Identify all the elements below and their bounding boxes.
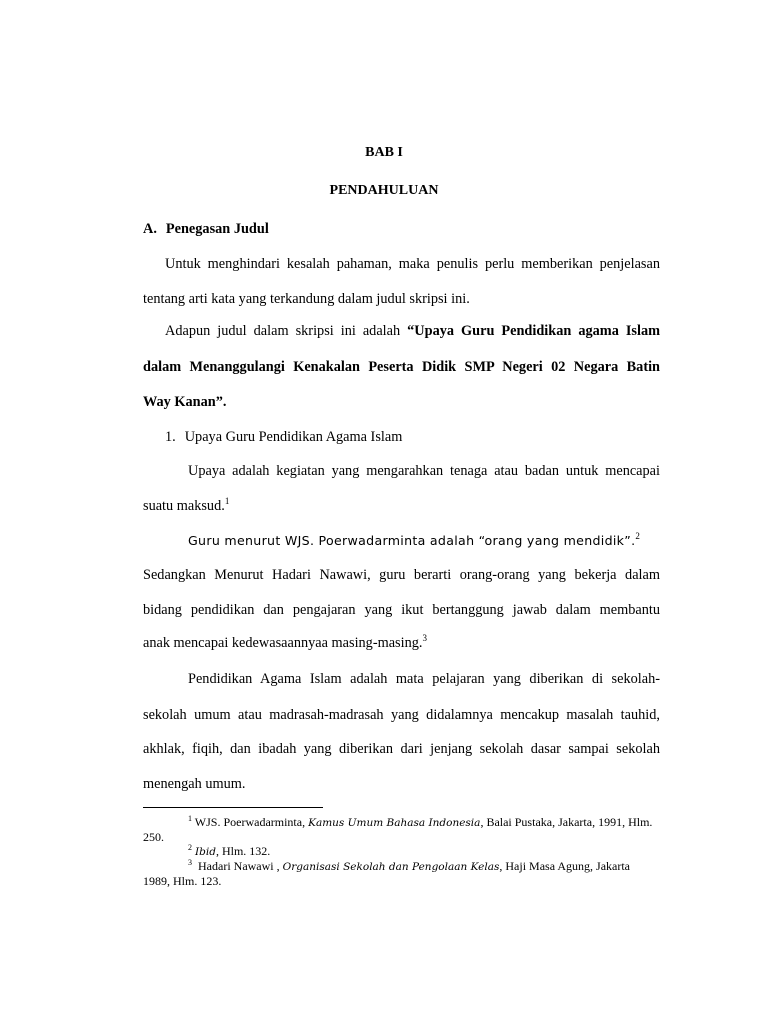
subsection-heading: [165, 428, 402, 446]
paragraph-3-line-2: suatu maksud.$^1$: [143, 496, 230, 514]
footnote-1: $^1$ WJS. Poerwadarminta, Kamus Umum Bahasa Indonesia, Balai Pustaka, Jakarta, 1991, Hlm.: [188, 814, 653, 829]
footnote-2-number: 2: [188, 843, 192, 852]
subsection-number: 1.: [165, 429, 176, 445]
footnote-1-continuation: 250.: [143, 830, 164, 844]
paragraph-4-line-1: Guru menurut WJS. Poerwadarminta adalah “orang yang mendidik”.$^2$: [188, 531, 640, 548]
chapter-number: BAB I: [365, 145, 403, 160]
footnote-ref-1: 1: [224, 496, 230, 506]
footnote-3-number: 3: [188, 858, 192, 867]
footnote-3-continuation: 1989, Hlm. 123.: [143, 874, 222, 888]
paragraph-4-line-3: bidang pendidikan dan pengajaran yang ikut bertanggung jawab dalam membantu: [143, 602, 660, 618]
thesis-title-part-1: “Upaya Guru Pendidikan agama Islam: [407, 323, 660, 339]
paragraph-5-line-1: Pendidikan Agama Islam adalah mata pelajaran yang diberikan di sekolah-: [188, 671, 660, 687]
section-heading: [143, 220, 269, 238]
section-number: A.: [143, 221, 157, 237]
footnote-3-source: Organisasi Sekolah dan Pengolaan Kelas: [282, 861, 500, 873]
paragraph-5-line-2: sekolah umum atau madrasah-madrasah yang didalamnya mencakup masalah tauhid,: [143, 707, 660, 723]
section-title: Penegasan Judul: [165, 221, 269, 237]
thesis-title-part-2: dalam Menanggulangi Kenakalan Peserta Didik SMP Negeri 02 Negara Batin: [143, 359, 660, 375]
footnote-2-source: Ibid: [195, 846, 216, 858]
footnote-2: $^2$ Ibid, Hlm. 132.: [188, 843, 271, 858]
paragraph-1-line-1: Untuk menghindari kesalah pahaman, maka penulis perlu memberikan penjelasan: [165, 256, 660, 272]
paragraph-1-line-2: tentang arti kata yang terkandung dalam judul skripsi ini.: [143, 291, 470, 307]
paragraph-5-line-4: menengah umum.: [143, 776, 246, 792]
paragraph-5-line-3: akhlak, fiqih, dan ibadah yang diberikan dari jenjang sekolah dasar sampai sekolah: [143, 741, 660, 757]
paragraph-4-line-2: Sedangkan Menurut Hadari Nawawi, guru berarti orang-orang yang bekerja dalam: [143, 567, 660, 583]
footnote-1-source: Kamus Umum Bahasa Indonesia: [308, 817, 481, 829]
footnote-ref-3: 3: [422, 633, 427, 643]
paragraph-4-line-4: anak mencapai kedewasaannyaa masing-masing.$^3$: [143, 633, 427, 651]
chapter-title: PENDAHULUAN: [329, 183, 439, 198]
title-intro: Adapun judul dalam skripsi ini adalah: [165, 323, 401, 339]
paragraph-2-line-1: [165, 322, 660, 340]
footnote-separator: [143, 807, 323, 808]
footnote-ref-2: 2: [635, 531, 640, 541]
paragraph-3-line-1: Upaya adalah kegiatan yang mengarahkan tenaga atau badan untuk mencapai: [188, 463, 660, 479]
thesis-title-part-3: Way Kanan”.: [143, 394, 227, 410]
footnote-3: $^3$ Hadari Nawawi , Organisasi Sekolah dan Pengolaan Kelas, Haji Masa Agung, Jakarta: [188, 858, 631, 873]
subsection-title: Upaya Guru Pendidikan Agama Islam: [184, 429, 403, 445]
footnote-1-number: 1: [188, 814, 192, 823]
